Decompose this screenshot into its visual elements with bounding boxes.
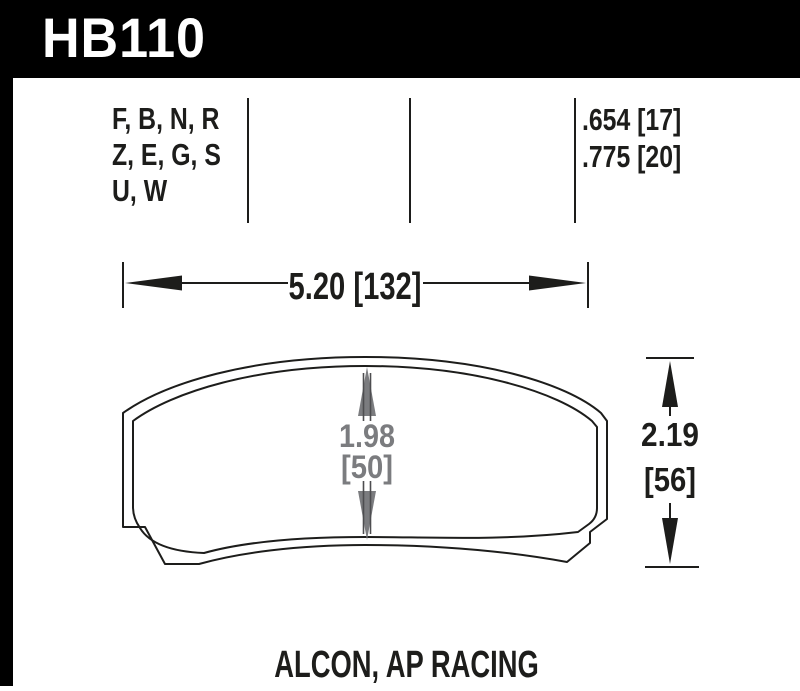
thickness-specs-list (582, 101, 681, 175)
technical-drawing (0, 240, 800, 600)
pad-thickness-dimension (339, 367, 395, 540)
dim-arrowhead-left-icon (125, 276, 182, 291)
height-arrowhead-up-icon (662, 361, 678, 407)
table-divider-1 (247, 98, 249, 223)
dim-arrowhead-right-icon (529, 276, 586, 291)
table-divider-2 (409, 98, 411, 223)
overall-height-value-label: 2.19 (641, 416, 699, 453)
part-number-label: HB110 (42, 5, 206, 69)
pad-thickness-value-label: 1.98 (339, 418, 395, 454)
overall-height-metric-label: [56] (644, 461, 696, 498)
width-dimension (123, 262, 588, 308)
height-arrowhead-down-icon (662, 518, 678, 564)
width-dimension-label: 5.20 [132] (288, 266, 422, 308)
thickness-row: .654 [17] (582, 102, 682, 137)
thickness-row: .775 [20] (582, 139, 682, 174)
table-divider-3 (574, 98, 576, 223)
compound-row: Z, E, G, S (112, 137, 221, 172)
pad-thickness-metric-label: [50] (341, 449, 393, 485)
thickness-arrowhead-up-icon (358, 367, 376, 416)
overall-height-dimension (641, 358, 699, 567)
compound-row: U, W (112, 173, 168, 208)
compound-letters-list (112, 101, 221, 209)
thickness-arrowhead-down-icon (358, 491, 376, 540)
applications-label: ALCON, AP RACING (274, 644, 539, 686)
compound-row: F, B, N, R (112, 101, 220, 136)
header-bar (0, 0, 800, 78)
